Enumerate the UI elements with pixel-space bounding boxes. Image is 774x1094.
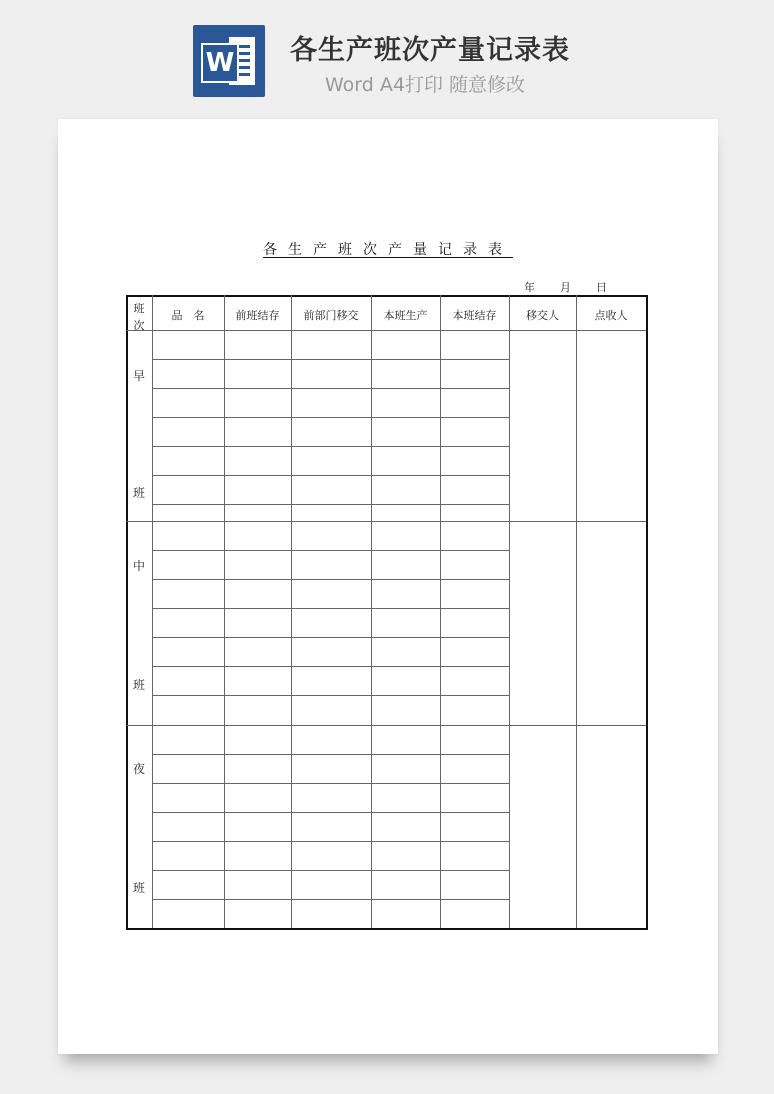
column-line xyxy=(576,295,577,928)
shift-divider-line xyxy=(126,725,646,726)
row-line xyxy=(152,666,509,667)
column-header-receiver: 点收人 xyxy=(594,309,628,322)
row-line xyxy=(152,695,509,696)
shift-morning-top: 早 xyxy=(132,369,145,383)
page-subtitle: Word A4打印 随意修改 xyxy=(325,74,526,96)
header-shift-top: 班 xyxy=(133,302,145,315)
word-app-icon xyxy=(193,25,265,97)
row-line xyxy=(152,608,509,609)
row-line xyxy=(152,783,509,784)
column-line xyxy=(371,295,372,928)
shift-divider-line xyxy=(126,521,646,522)
row-line xyxy=(152,579,509,580)
row-line xyxy=(152,899,509,900)
row-line xyxy=(152,446,509,447)
document-title: 各生产班次产量记录表 xyxy=(263,242,513,258)
table-border-right xyxy=(646,295,648,930)
column-line xyxy=(224,295,225,928)
header-shift-bottom: 次 xyxy=(133,319,145,332)
row-line xyxy=(152,388,509,389)
row-line xyxy=(152,359,509,360)
column-header-prev-balance: 前班结存 xyxy=(235,309,280,322)
column-line xyxy=(440,295,441,928)
row-line xyxy=(152,812,509,813)
date-day-label: 日 xyxy=(596,281,607,294)
table-border-top xyxy=(126,295,648,297)
column-line xyxy=(291,295,292,928)
header-row-line xyxy=(126,330,646,331)
word-letter-badge: W xyxy=(201,43,239,83)
date-month-label: 月 xyxy=(560,281,571,294)
row-line xyxy=(152,637,509,638)
shift-middle-top: 中 xyxy=(132,559,145,573)
table-border-left xyxy=(126,295,128,930)
shift-night-top: 夜 xyxy=(132,762,145,776)
shift-middle-bottom: 班 xyxy=(132,678,145,692)
row-line xyxy=(152,841,509,842)
production-record-table xyxy=(58,119,718,1054)
column-header-prev-dept-transfer: 前部门移交 xyxy=(303,309,359,322)
row-line xyxy=(152,417,509,418)
row-line xyxy=(152,550,509,551)
row-line xyxy=(152,475,509,476)
column-header-current-balance: 本班结存 xyxy=(452,309,497,322)
column-header-product: 品 名 xyxy=(171,309,205,322)
column-line xyxy=(509,295,510,928)
page-title: 各生产班次产量记录表 xyxy=(290,35,570,66)
row-line xyxy=(152,870,509,871)
column-header-handover-person: 移交人 xyxy=(526,309,559,322)
column-header-current-production: 本班生产 xyxy=(383,309,428,322)
column-line xyxy=(152,295,153,928)
table-border-bottom xyxy=(126,928,648,930)
shift-night-bottom: 班 xyxy=(132,881,145,895)
row-line xyxy=(152,504,509,505)
document-page xyxy=(58,119,718,1054)
row-line xyxy=(152,754,509,755)
date-year-label: 年 xyxy=(524,281,535,294)
shift-morning-bottom: 班 xyxy=(132,486,145,500)
